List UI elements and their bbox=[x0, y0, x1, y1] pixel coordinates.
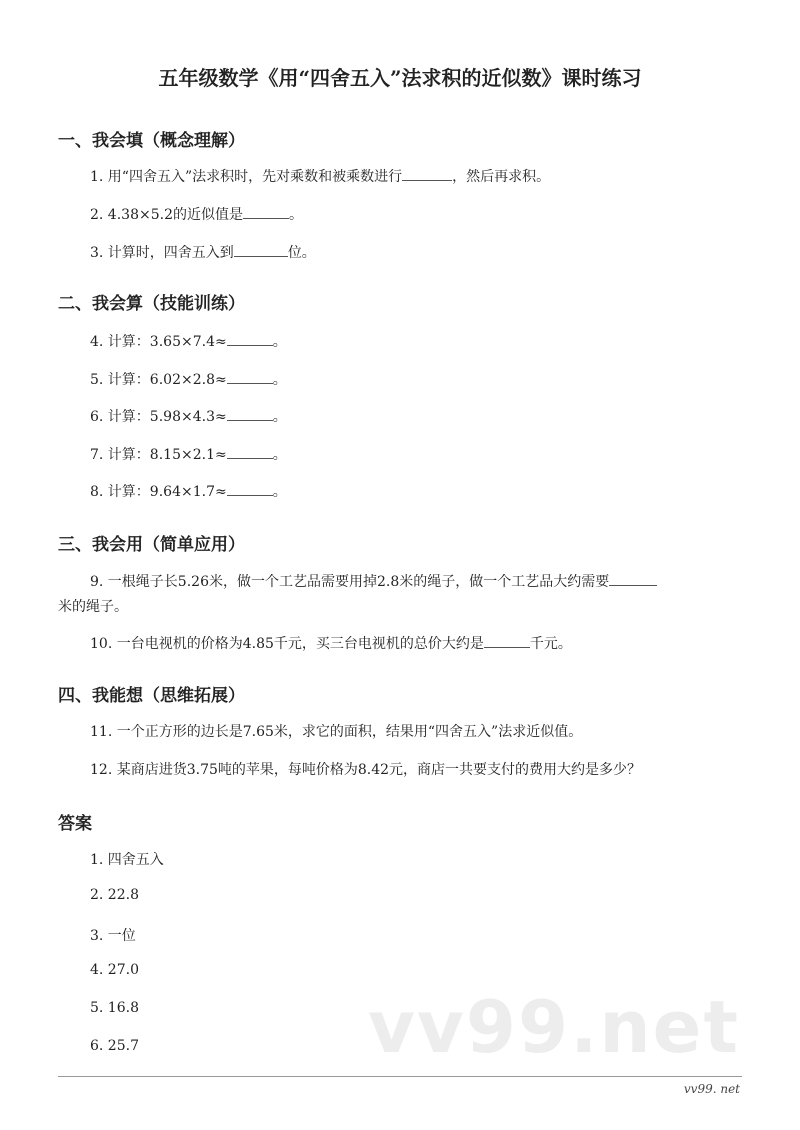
answer-6: 6. 25.7 bbox=[90, 1038, 139, 1054]
question-10: 10. 一台电视机的价格为4.85千元，买三台电视机的总价大约是 千元。 bbox=[90, 636, 572, 652]
question-9: 9. 一根绳子长5.26米，做一个工艺品需要用掉2.8米的绳子，做一个工艺品大约需要 bbox=[90, 571, 657, 591]
question-5: 5. 计算：6.02×2.8≈ 。 bbox=[90, 372, 287, 388]
answer-5: 5. 16.8 bbox=[90, 1000, 139, 1016]
answer-1: 1. 四舍五入 bbox=[90, 852, 164, 868]
question-3: 3. 计算时，四舍五入到 位。 bbox=[90, 245, 316, 261]
question-11: 11. 一个正方形的边长是7.65米，求它的面积，结果用“四舍五入”法求近似值。 bbox=[90, 724, 583, 740]
answer-2: 2. 22.8 bbox=[90, 887, 139, 903]
answer-4: 4. 27.0 bbox=[90, 962, 139, 978]
answers-heading: 答案 bbox=[58, 814, 92, 834]
question-4: 4. 计算：3.65×7.4≈ 。 bbox=[90, 334, 287, 350]
question-12: 12. 某商店进货3.75吨的苹果，每吨价格为8.42元，商店一共要支付的费用大约是多少？ bbox=[90, 762, 642, 778]
page-title: 五年级数学《用“四舍五入”法求积的近似数》课时练习 bbox=[158, 66, 642, 90]
question-7: 7. 计算：8.15×2.1≈ 。 bbox=[90, 447, 287, 463]
question-1: 1. 用“四舍五入”法求积时，先对乘数和被乘数进行 ，然后再求积。 bbox=[90, 169, 551, 185]
question-2: 2. 4.38×5.2的近似值是 。 bbox=[90, 207, 303, 223]
question-6: 6. 计算：5.98×4.3≈ 。 bbox=[90, 409, 287, 425]
section-heading-4: 四、我能想（思维拓展） bbox=[58, 686, 245, 706]
watermark: vv99.net bbox=[368, 985, 740, 1069]
question-9-continued: 米的绳子。 bbox=[58, 599, 128, 615]
question-8: 8. 计算：9.64×1.7≈ 。 bbox=[90, 484, 287, 500]
footer-site: vv99. net bbox=[683, 1082, 740, 1096]
section-heading-3: 三、我会用（简单应用） bbox=[58, 535, 245, 555]
section-heading-2: 二、我会算（技能训练） bbox=[58, 294, 245, 314]
answer-3: 3. 一位 bbox=[90, 928, 136, 944]
footer-divider bbox=[58, 1076, 742, 1077]
section-heading-1: 一、我会填（概念理解） bbox=[58, 131, 245, 151]
